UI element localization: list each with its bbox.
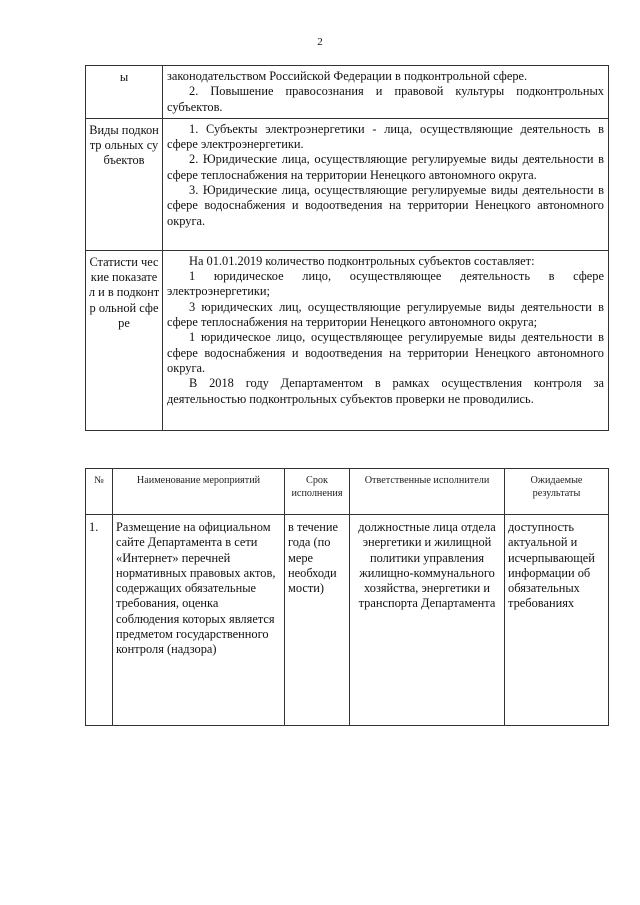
info-paragraph: законодательством Российской Федерации в подконтрольной сфере.	[167, 69, 528, 83]
info-row-label: Виды подконтр ольных субъектов	[86, 118, 163, 250]
cell-number: 1.	[86, 515, 113, 726]
cell-result: доступность актуальной и исчерпывающей информации об обязательных требованиях	[505, 515, 609, 726]
info-paragraph: 3. Юридические лица, осуществляющие регулируемые виды деятельности в сфере водоснабжения и водоотведения на территории Ненецкого автономного округа.	[167, 183, 604, 228]
cell-responsible: должностные лица отдела энергетики и жилищной политики управления жилищно-коммунального хозяйства, энергетики и транспорта Департамента	[350, 515, 505, 726]
info-paragraph: В 2018 году Департаментом в рамках осуществления контроля за деятельностью подконтрольных субъектов проверки не проводились.	[167, 376, 604, 406]
plan-header-row	[86, 469, 609, 515]
info-row-label: ы	[86, 66, 163, 119]
page-number: 2	[317, 36, 323, 48]
header-term: Срок исполнения	[285, 469, 350, 515]
info-paragraph: 2. Повышение правосознания и правовой культуры подконтрольных субъектов.	[167, 84, 604, 114]
info-table	[85, 65, 609, 431]
header-number: №	[86, 469, 113, 515]
info-paragraph: 1. Субъекты электроэнергетики - лица, осуществляющие деятельность в сфере электроэнергетики.	[167, 121, 604, 152]
info-paragraph: На 01.01.2019 количество подконтрольных субъектов составляет:	[189, 253, 535, 268]
info-paragraph: 3 юридических лиц, осуществляющие регулируемые виды деятельности в сфере теплоснабжения на территории Ненецкого автономного округа;	[167, 299, 604, 330]
info-paragraph: 1 юридическое лицо, осуществляющее регулируемые виды деятельности в сфере водоснабжения и водоотведения на территории Ненецкого автономного округа.	[167, 330, 604, 375]
cell-activity: Размещение на официальном сайте Департамента в сети «Интернет» перечней нормативных правовых актов, содержащих обязательные требования, оценка соблюдения которых является предметом государственного контроля (надзора)	[113, 515, 285, 726]
table-row	[86, 515, 609, 726]
info-row-goals	[86, 66, 609, 119]
info-paragraph: 1 юридическое лицо, осуществляющее деятельность в сфере электроэнергетики;	[167, 269, 604, 299]
info-row-subject-types	[86, 118, 609, 250]
info-row-label: Статисти ческие показател и в подконтр ольной сфере	[86, 250, 163, 430]
info-row-statistics	[86, 250, 609, 430]
header-responsible: Ответственные исполнители	[350, 469, 505, 515]
plan-table	[85, 468, 609, 726]
info-paragraph: 2. Юридические лица, осуществляющие регулируемые виды деятельности в сфере теплоснабжения на территории Ненецкого автономного округа.	[167, 152, 604, 182]
cell-term: в течение года (по мере необходи мости)	[285, 515, 350, 726]
header-result: Ожидаемые результаты	[505, 469, 609, 515]
header-activity: Наименование мероприятий	[113, 469, 285, 515]
